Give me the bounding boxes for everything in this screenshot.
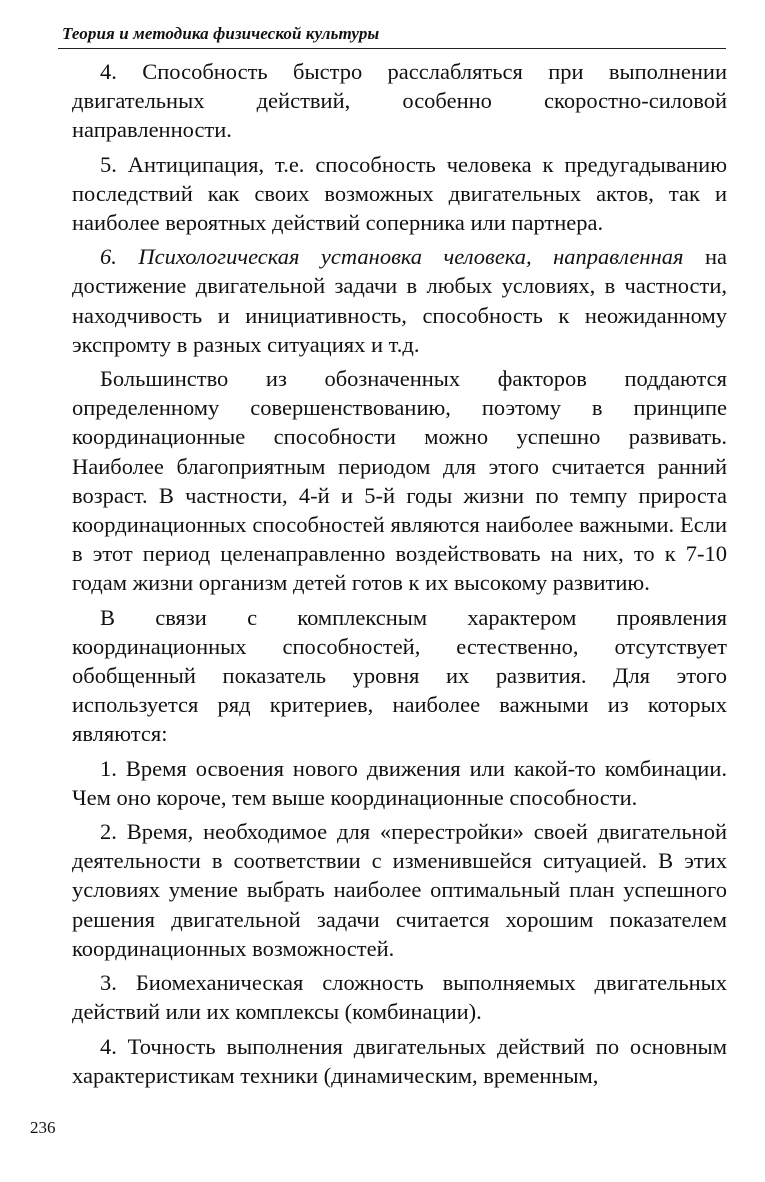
italic-lead: 6. Психологическая установка человека, направленная — [100, 244, 684, 270]
paragraph-text: 5. Антиципация, т.е. способность человека к предугадыванию последствий как своих возможных двигательных актов, так и наиболее вероятных действий соперника или партнера. — [72, 151, 727, 236]
body-text — [72, 57, 727, 1095]
paragraph-text: 4. Точность выполнения двигательных действий по основным характеристикам техники (динамическим, временным, — [72, 1033, 727, 1088]
paragraph-text: 4. Способность быстро расслабляться при выполнении двигательных действий, особенно скоростно-силовой направленности. — [72, 59, 727, 143]
paragraph-text: 3. Биомеханическая сложность выполняемых двигательных действий или их комплексы (комбинации). — [72, 970, 727, 1025]
paragraph-criterion-1 — [72, 754, 727, 812]
paragraph-criteria-intro — [72, 603, 727, 749]
paragraph-criterion-4 — [72, 1032, 727, 1090]
paragraph-factor-6 — [72, 242, 727, 359]
paragraph-text: Большинство из обозначенных факторов поддаются определенному совершенствованию, поэтому в принципе координационные способности можно успешно развивать. Наиболее благоприятным периодом для этого считается ранний возраст. В частности, 4-й и 5-й годы жизни по темпу прироста координационных способностей являются наиболее важными. Если в этот период целенаправленно воздействовать на них, то к 7-10 годам жизни организм детей готов к их высокому развитию. — [72, 366, 727, 596]
header-rule — [58, 48, 726, 49]
paragraph-text: В связи с комплексным характером проявления координационных способностей, естественно, отсутствует обобщенный показатель уровня их развития. Для этого используется ряд критериев, наиболее важными из которых являются: — [72, 604, 727, 747]
paragraph-text: 2. Время, необходимое для «перестройки» своей двигательной деятельности в соответствии с изменившейся ситуацией. В этих условиях умение выбрать наиболее оптимальный план успешного решения двигательной задачи считается хорошим показателем координационных возможностей. — [72, 819, 727, 961]
paragraph-text: 1. Время освоения нового движения или какой-то комбинации. Чем оно короче, тем выше координационные способности. — [72, 755, 727, 810]
paragraph-development — [72, 364, 727, 598]
paragraph-factor-4 — [72, 57, 727, 145]
paragraph-text: на достижение двигательной задачи в любых условиях, в частности, находчивость и инициативность, способность к неожиданному экспромту в разных ситуациях и т.д. — [72, 244, 727, 357]
paragraph-factor-5 — [72, 150, 727, 238]
running-head-title: Теория и методика физической культуры — [62, 24, 380, 43]
page-number: 236 — [30, 1118, 56, 1137]
paragraph-criterion-2 — [72, 817, 727, 963]
paragraph-criterion-3 — [72, 968, 727, 1026]
